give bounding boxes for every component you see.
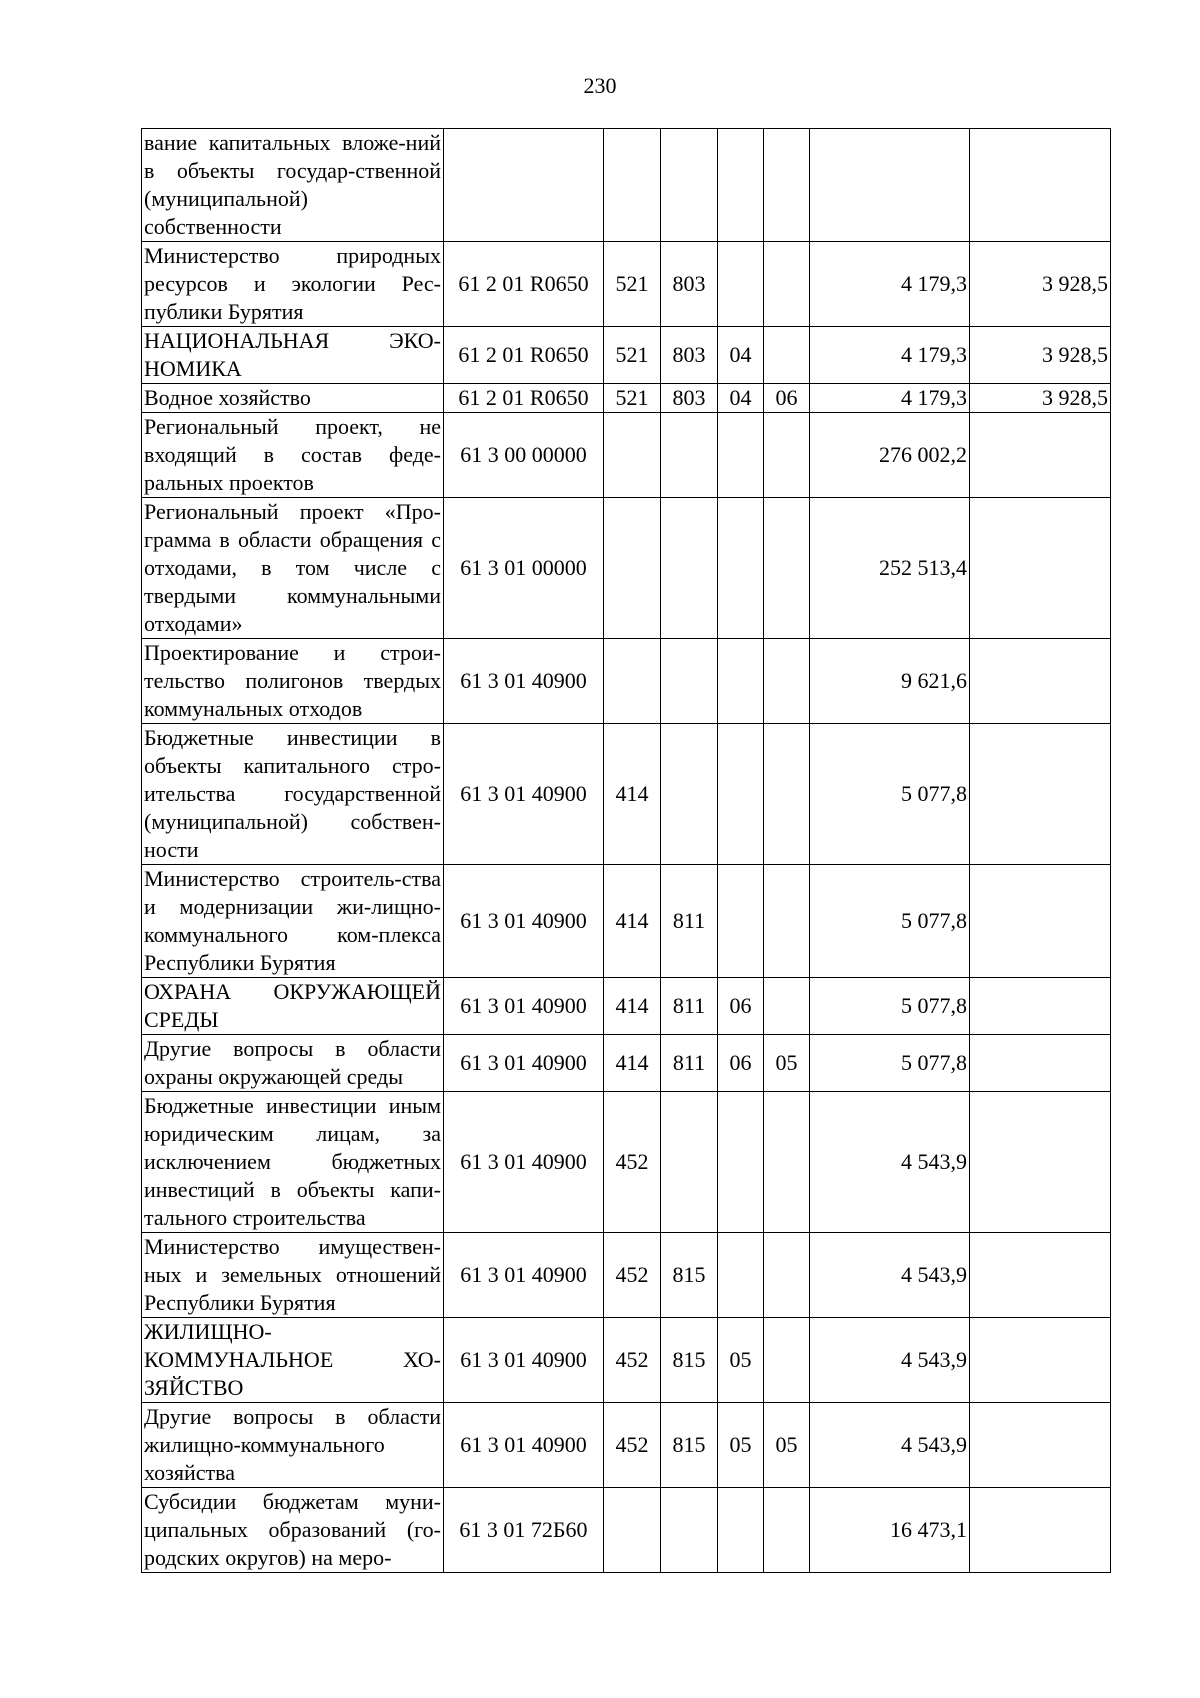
row-amount-1-cell: 4 543,9 xyxy=(810,1233,970,1318)
table-row xyxy=(142,865,1111,978)
row-expense-type-cell: 414 xyxy=(604,724,661,865)
row-target-code-cell xyxy=(444,129,604,242)
row-amount-1-cell: 4 543,9 xyxy=(810,1318,970,1403)
table-row xyxy=(142,413,1111,498)
row-name-cell: Региональный проект, не входящий в состав феде-ральных проектов xyxy=(142,413,444,498)
row-subsection-cell: 06 xyxy=(764,384,810,413)
row-expense-type-cell: 452 xyxy=(604,1403,661,1488)
row-amount-2-cell xyxy=(970,498,1111,639)
row-subsection-cell xyxy=(764,129,810,242)
row-expense-type-cell: 521 xyxy=(604,384,661,413)
row-name-cell: ЖИЛИЩНО-КОММУНАЛЬНОЕ ХО-ЗЯЙСТВО xyxy=(142,1318,444,1403)
row-amount-1-cell: 5 077,8 xyxy=(810,724,970,865)
row-administrator-code-cell xyxy=(661,1488,718,1573)
row-expense-type-cell: 414 xyxy=(604,1035,661,1092)
row-subsection-cell xyxy=(764,1092,810,1233)
row-amount-1-cell: 4 179,3 xyxy=(810,327,970,384)
row-section-cell: 05 xyxy=(718,1403,764,1488)
row-expense-type-cell xyxy=(604,413,661,498)
row-target-code-cell: 61 3 01 00000 xyxy=(444,498,604,639)
row-target-code-cell: 61 2 01 R0650 xyxy=(444,384,604,413)
row-section-cell: 05 xyxy=(718,1318,764,1403)
row-amount-2-cell: 3 928,5 xyxy=(970,242,1111,327)
row-administrator-code-cell: 815 xyxy=(661,1233,718,1318)
row-target-code-cell: 61 3 01 40900 xyxy=(444,639,604,724)
row-expense-type-cell: 452 xyxy=(604,1092,661,1233)
row-name-cell: Бюджетные инвестиции в объекты капитального стро-ительства государственной (муниципальной) собствен-ности xyxy=(142,724,444,865)
row-name-cell: Министерство имуществен-ных и земельных отношений Республики Бурятия xyxy=(142,1233,444,1318)
row-amount-1-cell: 4 543,9 xyxy=(810,1092,970,1233)
row-amount-2-cell xyxy=(970,1488,1111,1573)
row-amount-1-cell: 276 002,2 xyxy=(810,413,970,498)
row-administrator-code-cell xyxy=(661,724,718,865)
row-name-cell: НАЦИОНАЛЬНАЯ ЭКО-НОМИКА xyxy=(142,327,444,384)
table-row xyxy=(142,1403,1111,1488)
page-number: 230 xyxy=(583,73,617,98)
budget-table xyxy=(141,128,1111,1573)
row-expense-type-cell xyxy=(604,129,661,242)
row-subsection-cell xyxy=(764,327,810,384)
row-expense-type-cell: 452 xyxy=(604,1318,661,1403)
table-row xyxy=(142,1318,1111,1403)
row-name-cell: Водное хозяйство xyxy=(142,384,444,413)
row-amount-2-cell xyxy=(970,724,1111,865)
row-target-code-cell: 61 3 01 40900 xyxy=(444,978,604,1035)
row-section-cell: 06 xyxy=(718,1035,764,1092)
table-row xyxy=(142,1233,1111,1318)
row-amount-1-cell: 5 077,8 xyxy=(810,1035,970,1092)
table-row xyxy=(142,384,1111,413)
row-name-cell: ОХРАНА ОКРУЖАЮЩЕЙ СРЕДЫ xyxy=(142,978,444,1035)
row-amount-1-cell: 4 179,3 xyxy=(810,384,970,413)
row-amount-2-cell xyxy=(970,129,1111,242)
row-subsection-cell xyxy=(764,498,810,639)
row-name-cell: Субсидии бюджетам муни-ципальных образований (го-родских округов) на меро- xyxy=(142,1488,444,1573)
row-section-cell xyxy=(718,1233,764,1318)
row-administrator-code-cell xyxy=(661,129,718,242)
table-row xyxy=(142,242,1111,327)
row-expense-type-cell xyxy=(604,498,661,639)
row-subsection-cell xyxy=(764,242,810,327)
row-administrator-code-cell xyxy=(661,498,718,639)
table-row xyxy=(142,1035,1111,1092)
row-section-cell xyxy=(718,129,764,242)
row-subsection-cell xyxy=(764,413,810,498)
row-section-cell xyxy=(718,1092,764,1233)
row-amount-2-cell xyxy=(970,639,1111,724)
row-name-cell: Проектирование и строи-тельство полигонов твердых коммунальных отходов xyxy=(142,639,444,724)
row-section-cell: 04 xyxy=(718,384,764,413)
row-name-cell: Министерство природных ресурсов и экологии Рес-публики Бурятия xyxy=(142,242,444,327)
row-amount-2-cell xyxy=(970,1403,1111,1488)
row-subsection-cell xyxy=(764,978,810,1035)
table-row xyxy=(142,498,1111,639)
row-name-cell: Другие вопросы в области охраны окружающей среды xyxy=(142,1035,444,1092)
row-target-code-cell: 61 3 01 72Б60 xyxy=(444,1488,604,1573)
row-section-cell xyxy=(718,413,764,498)
row-amount-1-cell: 5 077,8 xyxy=(810,978,970,1035)
row-section-cell xyxy=(718,498,764,639)
table-row xyxy=(142,1092,1111,1233)
row-target-code-cell: 61 3 01 40900 xyxy=(444,865,604,978)
row-subsection-cell: 05 xyxy=(764,1403,810,1488)
table-row xyxy=(142,129,1111,242)
row-amount-2-cell xyxy=(970,978,1111,1035)
row-section-cell xyxy=(718,865,764,978)
row-target-code-cell: 61 3 01 40900 xyxy=(444,1035,604,1092)
row-expense-type-cell: 521 xyxy=(604,327,661,384)
row-section-cell xyxy=(718,1488,764,1573)
row-expense-type-cell xyxy=(604,639,661,724)
row-section-cell: 04 xyxy=(718,327,764,384)
table-row xyxy=(142,327,1111,384)
table-row xyxy=(142,724,1111,865)
row-administrator-code-cell: 811 xyxy=(661,978,718,1035)
row-name-cell: вание капитальных вложе-ний в объекты государ-ственной (муниципальной) собственности xyxy=(142,129,444,242)
row-amount-2-cell: 3 928,5 xyxy=(970,384,1111,413)
row-amount-1-cell xyxy=(810,129,970,242)
row-amount-1-cell: 9 621,6 xyxy=(810,639,970,724)
row-expense-type-cell: 452 xyxy=(604,1233,661,1318)
row-amount-1-cell: 4 543,9 xyxy=(810,1403,970,1488)
row-subsection-cell xyxy=(764,1488,810,1573)
row-name-cell: Региональный проект «Про-грамма в области обращения с отходами, в том числе с твердыми коммунальными отходами» xyxy=(142,498,444,639)
row-section-cell xyxy=(718,724,764,865)
row-administrator-code-cell: 803 xyxy=(661,384,718,413)
table-row xyxy=(142,978,1111,1035)
row-amount-1-cell: 252 513,4 xyxy=(810,498,970,639)
row-target-code-cell: 61 3 01 40900 xyxy=(444,1092,604,1233)
row-amount-1-cell: 16 473,1 xyxy=(810,1488,970,1573)
row-administrator-code-cell: 803 xyxy=(661,327,718,384)
table-row xyxy=(142,1488,1111,1573)
row-administrator-code-cell xyxy=(661,639,718,724)
row-administrator-code-cell xyxy=(661,1092,718,1233)
row-administrator-code-cell: 815 xyxy=(661,1318,718,1403)
row-section-cell: 06 xyxy=(718,978,764,1035)
budget-table-body xyxy=(142,129,1111,1573)
row-amount-2-cell xyxy=(970,1318,1111,1403)
row-subsection-cell xyxy=(764,1318,810,1403)
row-target-code-cell: 61 3 01 40900 xyxy=(444,1403,604,1488)
row-amount-2-cell xyxy=(970,1092,1111,1233)
row-section-cell xyxy=(718,242,764,327)
row-subsection-cell: 05 xyxy=(764,1035,810,1092)
row-name-cell: Министерство строитель-ства и модернизации жи-лищно-коммунального ком-плекса Республики Бурятия xyxy=(142,865,444,978)
row-expense-type-cell xyxy=(604,1488,661,1573)
row-subsection-cell xyxy=(764,639,810,724)
table-row xyxy=(142,639,1111,724)
row-administrator-code-cell: 811 xyxy=(661,865,718,978)
row-target-code-cell: 61 3 00 00000 xyxy=(444,413,604,498)
row-administrator-code-cell: 815 xyxy=(661,1403,718,1488)
row-amount-1-cell: 4 179,3 xyxy=(810,242,970,327)
row-target-code-cell: 61 2 01 R0650 xyxy=(444,327,604,384)
row-administrator-code-cell xyxy=(661,413,718,498)
row-section-cell xyxy=(718,639,764,724)
row-target-code-cell: 61 3 01 40900 xyxy=(444,724,604,865)
row-expense-type-cell: 414 xyxy=(604,865,661,978)
row-administrator-code-cell: 811 xyxy=(661,1035,718,1092)
row-target-code-cell: 61 2 01 R0650 xyxy=(444,242,604,327)
row-name-cell: Бюджетные инвестиции иным юридическим лицам, за исключением бюджетных инвестиций в объекты капи-тального строительства xyxy=(142,1092,444,1233)
row-subsection-cell xyxy=(764,1233,810,1318)
row-subsection-cell xyxy=(764,865,810,978)
row-name-cell: Другие вопросы в области жилищно-коммунального хозяйства xyxy=(142,1403,444,1488)
row-administrator-code-cell: 803 xyxy=(661,242,718,327)
row-amount-2-cell xyxy=(970,865,1111,978)
row-target-code-cell: 61 3 01 40900 xyxy=(444,1233,604,1318)
row-expense-type-cell: 414 xyxy=(604,978,661,1035)
row-target-code-cell: 61 3 01 40900 xyxy=(444,1318,604,1403)
row-amount-2-cell xyxy=(970,413,1111,498)
row-expense-type-cell: 521 xyxy=(604,242,661,327)
row-amount-2-cell xyxy=(970,1035,1111,1092)
row-subsection-cell xyxy=(764,724,810,865)
row-amount-2-cell: 3 928,5 xyxy=(970,327,1111,384)
row-amount-1-cell: 5 077,8 xyxy=(810,865,970,978)
row-amount-2-cell xyxy=(970,1233,1111,1318)
